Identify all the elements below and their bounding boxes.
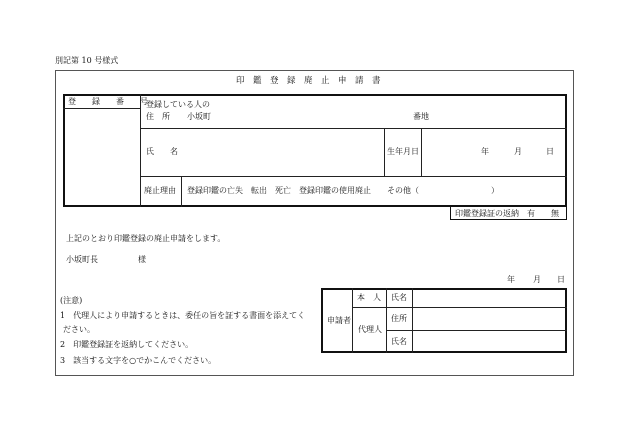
registration-number-label: 登 録 番 号	[68, 97, 148, 106]
date-year: 年	[507, 275, 515, 284]
agent-address-label: 住所	[391, 314, 407, 323]
address-banchi: 番地	[413, 112, 429, 121]
return-label[interactable]: 印鑑登録証の返納 有 無	[455, 209, 559, 218]
address-town: 小坂町	[187, 112, 211, 121]
reason-label: 廃止理由	[144, 186, 176, 195]
birth-day-label: 日	[546, 147, 554, 156]
address-field[interactable]	[225, 110, 405, 124]
note-item: 3 該当する文字を○でかこんでください。	[60, 356, 217, 365]
form-number: 別記第 10 号様式	[55, 56, 119, 65]
form-title: 印 鑑 登 録 廃 止 申 請 書	[236, 76, 381, 86]
address-label: 住 所	[146, 112, 170, 121]
date-month: 月	[533, 275, 541, 284]
agent-label: 代理人	[358, 325, 382, 334]
self-label: 本 人	[357, 293, 381, 302]
note-item: 2 印鑑登録証を返納してください。	[60, 340, 194, 349]
name-label: 氏 名	[146, 147, 178, 156]
self-name-label: 氏名	[391, 293, 407, 302]
self-name-field[interactable]	[415, 290, 565, 305]
agent-address-field[interactable]	[415, 310, 565, 328]
notes-heading: (注意)	[60, 296, 83, 305]
birth-year-label: 年	[481, 147, 489, 156]
agent-name-label: 氏名	[391, 337, 407, 346]
note-item: ださい。	[63, 325, 95, 334]
registration-number-field[interactable]	[65, 110, 139, 126]
name-field[interactable]	[190, 135, 378, 171]
birthdate-field[interactable]	[425, 135, 563, 171]
reason-options[interactable]: 登録印鑑の亡失 転出 死亡 登録印鑑の使用廃止 その他（ ）	[187, 186, 499, 195]
note-item: 1 代理人により申請するときは、委任の旨を証する書面を添えてく	[60, 311, 306, 320]
registrant-label: 登録している人の	[146, 100, 210, 109]
birthdate-label: 生年月日	[387, 147, 419, 156]
applicant-label: 申請者	[327, 316, 351, 325]
date-day: 日	[557, 275, 565, 284]
mayor-line: 小坂町長 様	[66, 255, 146, 264]
birth-month-label: 月	[514, 147, 522, 156]
statement: 上記のとおり印鑑登録の廃止申請をします。	[66, 234, 226, 243]
agent-name-field[interactable]	[415, 333, 565, 351]
